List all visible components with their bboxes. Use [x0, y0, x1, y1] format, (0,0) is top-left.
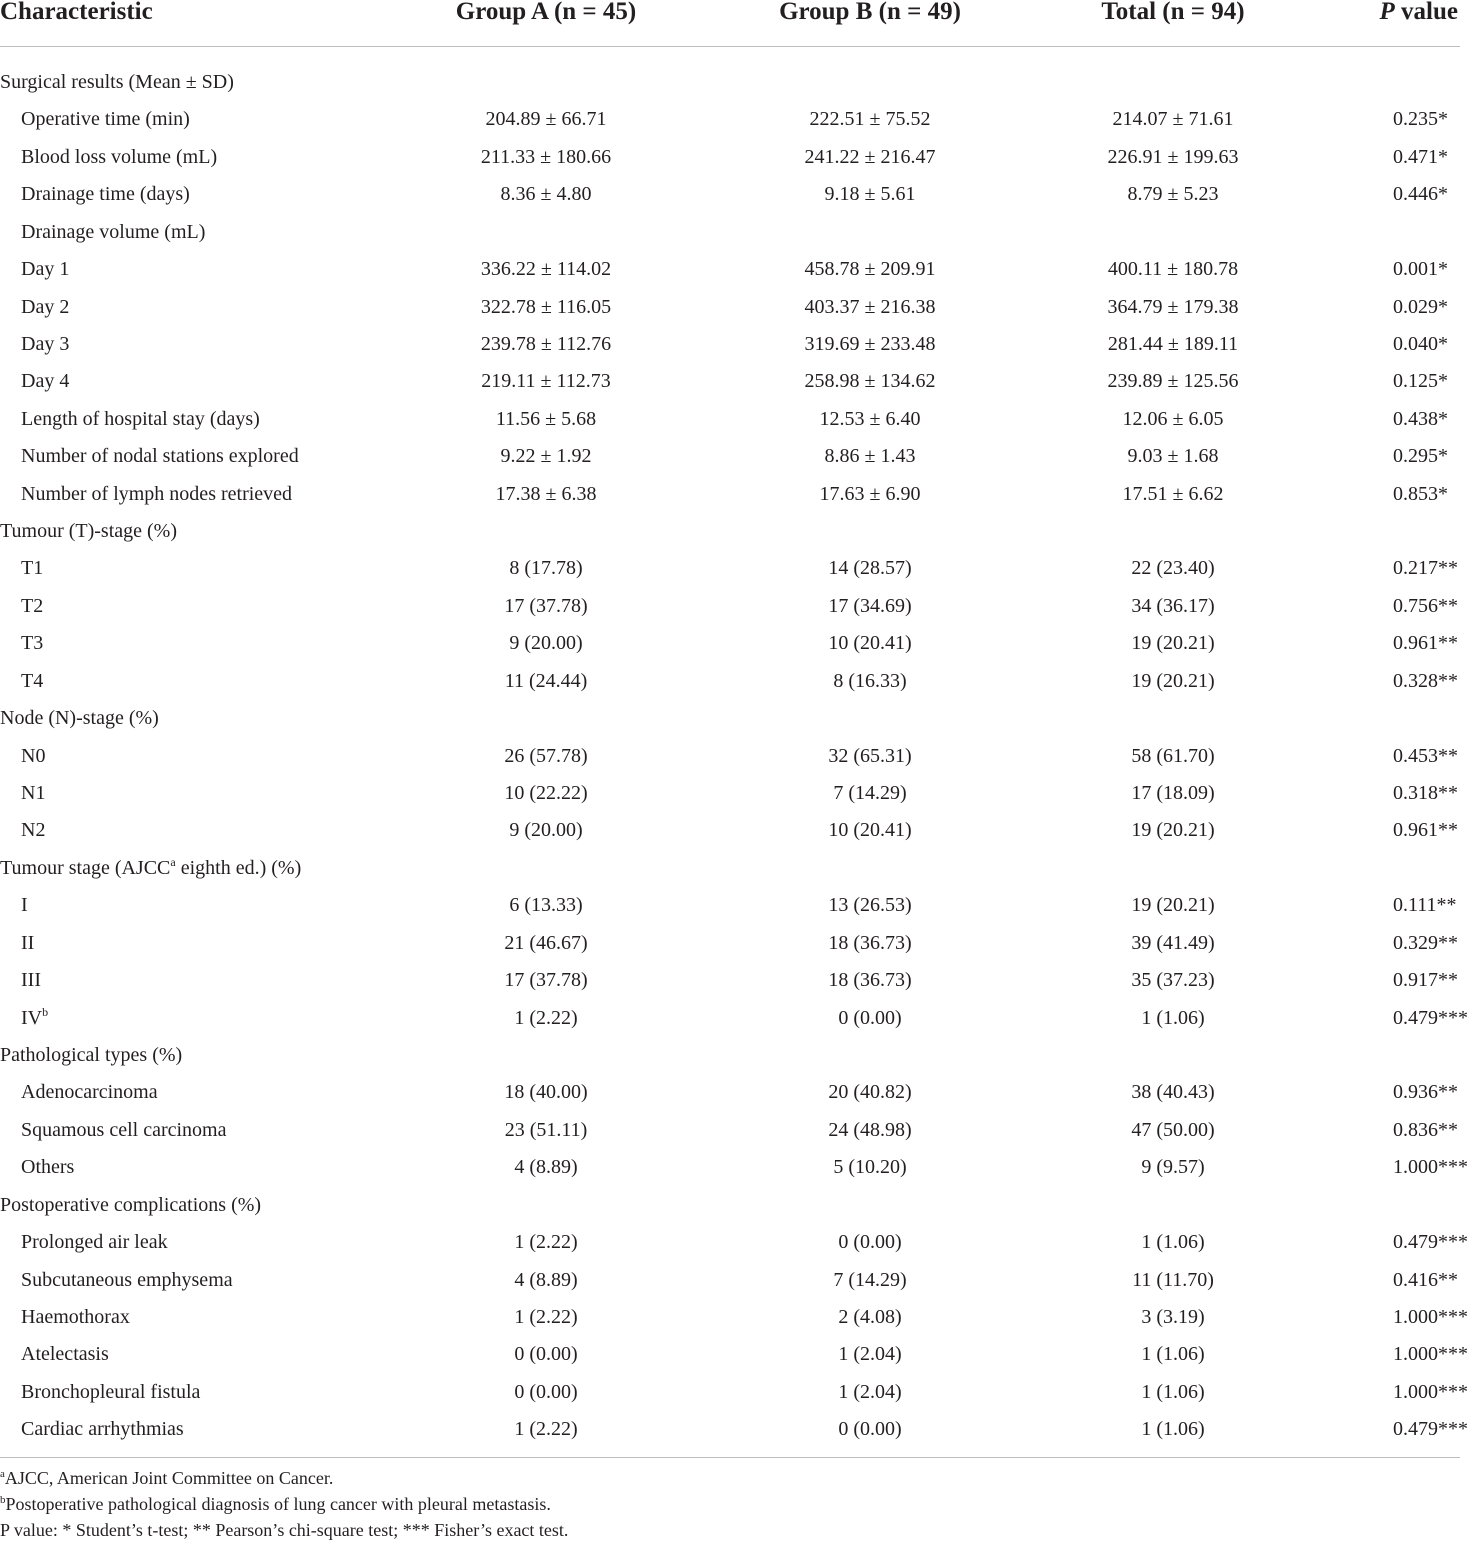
label-text: Length of hospital stay (days) [21, 407, 260, 430]
total-value: 58 (61.70) [1131, 744, 1215, 767]
section-label [0, 1042, 182, 1068]
label-text: Prolonged air leak [21, 1231, 168, 1254]
total-value: 226.91 ± 199.63 [1107, 145, 1239, 168]
group-b-value: 258.98 ± 134.62 [804, 370, 936, 393]
label-text: III [21, 969, 41, 992]
label-text: Tumour stage (AJCC [0, 856, 171, 879]
section-label [0, 705, 159, 731]
label-text: T2 [21, 594, 44, 617]
group-a-value: 6 (13.33) [509, 894, 583, 917]
table-row [0, 888, 1460, 925]
table-row [0, 402, 1460, 439]
table-row [0, 1412, 1468, 1449]
group-a-value: 1 (2.22) [514, 1418, 578, 1441]
section-row [0, 65, 1460, 102]
label-text: Day 2 [21, 295, 70, 318]
label-text: I [21, 894, 28, 917]
group-b-value: 10 (20.41) [828, 632, 912, 655]
group-b-value: 8 (16.33) [833, 669, 907, 692]
total-value: 1 (1.06) [1141, 1418, 1205, 1441]
table-row [0, 1337, 1468, 1374]
row-label [21, 930, 34, 956]
total-value: 1 (1.06) [1141, 1006, 1205, 1029]
label-text: Blood loss volume (mL) [21, 145, 218, 168]
total-value: 1 (1.06) [1141, 1343, 1205, 1366]
group-a-value: 23 (51.11) [504, 1118, 588, 1141]
p-value: 0.479*** [1393, 1006, 1468, 1029]
table-row [0, 813, 1460, 850]
p-value: 1.000*** [1393, 1380, 1468, 1403]
total-value: 19 (20.21) [1131, 819, 1215, 842]
row-label [21, 1416, 184, 1442]
table-row [0, 215, 1460, 252]
group-b-value: 1 (2.04) [838, 1343, 902, 1366]
total-value: 3 (3.19) [1141, 1305, 1205, 1328]
table-row [0, 739, 1460, 776]
label-text: T3 [21, 632, 44, 655]
row-label [21, 1341, 109, 1367]
group-a-value: 204.89 ± 66.71 [485, 108, 607, 131]
total-value: 281.44 ± 189.11 [1107, 332, 1239, 355]
total-value: 19 (20.21) [1131, 669, 1215, 692]
total-value: 19 (20.21) [1131, 894, 1215, 917]
row-label [21, 1304, 130, 1330]
row-label [21, 630, 43, 656]
header-group-b: Group B (n = 49) [779, 0, 961, 25]
table-row [0, 1225, 1468, 1262]
table-row [0, 589, 1460, 626]
group-a-value: 11.56 ± 5.68 [495, 407, 597, 430]
group-a-value: 211.33 ± 180.66 [480, 145, 612, 168]
section-row [0, 1188, 1460, 1225]
table-row [0, 1150, 1468, 1187]
total-value: 19 (20.21) [1131, 632, 1215, 655]
table-row [0, 626, 1460, 663]
footnote-a-marker: a [0, 1468, 5, 1480]
p-value: 0.961** [1393, 819, 1458, 842]
group-a-value: 1 (2.22) [514, 1231, 578, 1254]
p-value: 1.000*** [1393, 1343, 1468, 1366]
p-value: 0.329** [1393, 931, 1458, 954]
group-a-value: 9 (20.00) [509, 632, 583, 655]
p-value: 0.853* [1393, 482, 1448, 505]
group-b-value: 0 (0.00) [838, 1231, 902, 1254]
label-superscript: b [42, 1004, 49, 1019]
group-a-value: 1 (2.22) [514, 1305, 578, 1328]
total-value: 12.06 ± 6.05 [1122, 407, 1224, 430]
group-b-value: 5 (10.20) [833, 1156, 907, 1179]
group-b-value: 2 (4.08) [838, 1305, 902, 1328]
table-row [0, 1075, 1460, 1112]
total-value: 47 (50.00) [1131, 1118, 1215, 1141]
label-text: T1 [21, 557, 44, 580]
table-row [0, 477, 1460, 514]
row-label [21, 1154, 74, 1180]
group-b-value: 241.22 ± 216.47 [804, 145, 936, 168]
group-b-value: 32 (65.31) [828, 744, 912, 767]
row-label [21, 593, 43, 619]
section-row [0, 514, 1460, 551]
row-label [21, 406, 260, 432]
group-a-value: 11 (24.44) [504, 669, 588, 692]
row-label [21, 106, 190, 132]
group-b-value: 8.86 ± 1.43 [824, 445, 916, 468]
label-text: Operative time (min) [21, 108, 190, 131]
header-characteristic: Characteristic [0, 0, 153, 25]
group-a-value: 10 (22.22) [504, 782, 588, 805]
group-b-value: 14 (28.57) [828, 557, 912, 580]
total-value: 214.07 ± 71.61 [1112, 108, 1234, 131]
total-value: 39 (41.49) [1131, 931, 1215, 954]
group-b-value: 319.69 ± 233.48 [804, 332, 936, 355]
table-row [0, 551, 1460, 588]
p-value: 0.479*** [1393, 1231, 1468, 1254]
label-text: Day 1 [21, 258, 70, 281]
label-text: Haemothorax [21, 1305, 130, 1328]
header-group-a: Group A (n = 45) [455, 0, 637, 25]
p-value: 0.217** [1393, 557, 1458, 580]
p-value: 0.961** [1393, 632, 1458, 655]
table-row [0, 664, 1460, 701]
group-a-value: 219.11 ± 112.73 [481, 370, 611, 393]
row-label [21, 967, 41, 993]
group-b-value: 7 (14.29) [833, 1268, 907, 1291]
group-a-value: 9.22 ± 1.92 [500, 445, 592, 468]
group-a-value: 0 (0.00) [514, 1380, 578, 1403]
p-value: 0.453** [1393, 744, 1458, 767]
group-a-value: 336.22 ± 114.02 [480, 258, 612, 281]
row-label [21, 1005, 48, 1031]
group-b-value: 13 (26.53) [828, 894, 912, 917]
row-label [21, 443, 299, 469]
label-text: Bronchopleural fistula [21, 1380, 201, 1403]
label-text: Pathological types (%) [0, 1043, 183, 1066]
p-value: 0.111** [1393, 894, 1457, 917]
p-value: 1.000*** [1393, 1305, 1468, 1328]
label-text: Others [21, 1156, 75, 1179]
row-label [21, 1229, 168, 1255]
row-label [21, 368, 69, 394]
footnote-b-marker: b [0, 1494, 6, 1506]
label-text: Atelectasis [21, 1343, 109, 1366]
total-value: 400.11 ± 180.78 [1107, 258, 1239, 281]
table-row [0, 1113, 1460, 1150]
total-value: 35 (37.23) [1131, 969, 1215, 992]
group-b-value: 18 (36.73) [828, 969, 912, 992]
label-text: Number of nodal stations explored [21, 445, 299, 468]
label-text: Adenocarcinoma [21, 1081, 158, 1104]
section-row [0, 851, 1460, 888]
group-b-value: 20 (40.82) [828, 1081, 912, 1104]
row-label [21, 144, 217, 170]
footnote-b [0, 1491, 568, 1517]
p-value: 0.001* [1393, 258, 1448, 281]
group-b-value: 7 (14.29) [833, 782, 907, 805]
group-b-value: 222.51 ± 75.52 [809, 108, 931, 131]
row-label [21, 219, 205, 245]
row-label [21, 780, 45, 806]
row-label [21, 1267, 233, 1293]
label-text: N2 [21, 819, 46, 842]
p-value: 0.936** [1393, 1081, 1458, 1104]
total-value: 9.03 ± 1.68 [1127, 445, 1219, 468]
group-a-value: 1 (2.22) [514, 1006, 578, 1029]
table-row [0, 1263, 1460, 1300]
p-value: 0.328** [1393, 669, 1458, 692]
label-text: N0 [21, 744, 46, 767]
header-p-value [1380, 0, 1458, 29]
total-value: 38 (40.43) [1131, 1081, 1215, 1104]
group-b-value: 10 (20.41) [828, 819, 912, 842]
label-text: Node (N)-stage (%) [0, 707, 159, 730]
group-a-value: 18 (40.00) [504, 1081, 588, 1104]
row-label [21, 481, 292, 507]
table-row [0, 776, 1460, 813]
total-value: 9 (9.57) [1141, 1156, 1205, 1179]
table-row [0, 364, 1460, 401]
header-p-italic: P [1379, 0, 1395, 25]
label-text: Drainage volume (mL) [21, 220, 206, 243]
row-label [21, 555, 43, 581]
total-value: 17 (18.09) [1131, 782, 1215, 805]
table-row [0, 1375, 1468, 1412]
row-label [21, 181, 190, 207]
p-value: 0.295* [1393, 445, 1448, 468]
group-a-value: 21 (46.67) [504, 931, 588, 954]
section-row [0, 1038, 1460, 1075]
group-a-value: 0 (0.00) [514, 1343, 578, 1366]
section-label [0, 855, 301, 881]
total-value: 1 (1.06) [1141, 1380, 1205, 1403]
row-label [21, 743, 45, 769]
group-a-value: 17 (37.78) [504, 594, 588, 617]
total-value: 239.89 ± 125.56 [1107, 370, 1239, 393]
p-value: 0.235* [1393, 108, 1448, 131]
table-row [0, 102, 1460, 139]
row-label [21, 331, 69, 357]
group-b-value: 9.18 ± 5.61 [824, 183, 916, 206]
section-label [0, 69, 234, 95]
label-text: T4 [21, 669, 44, 692]
group-a-value: 4 (8.89) [514, 1156, 578, 1179]
p-value: 0.917** [1393, 969, 1458, 992]
p-value: 0.836** [1393, 1118, 1458, 1141]
label-text: Squamous cell carcinoma [21, 1118, 227, 1141]
p-value: 0.471* [1393, 145, 1448, 168]
label-text: Postoperative complications (%) [0, 1193, 262, 1216]
table-row [0, 926, 1460, 963]
table-footnotes [0, 1465, 568, 1543]
row-label [21, 1117, 227, 1143]
group-b-value: 1 (2.04) [838, 1380, 902, 1403]
row-label [21, 256, 69, 282]
row-label [21, 817, 45, 843]
group-b-value: 0 (0.00) [838, 1006, 902, 1029]
table-row [0, 290, 1460, 327]
row-label [21, 892, 28, 918]
group-a-value: 8.36 ± 4.80 [500, 183, 592, 206]
table-row [0, 327, 1460, 364]
row-label [21, 668, 43, 694]
table-row [0, 252, 1460, 289]
section-label [0, 1192, 261, 1218]
row-label [21, 1379, 200, 1405]
group-b-value: 18 (36.73) [828, 931, 912, 954]
group-a-value: 17 (37.78) [504, 969, 588, 992]
header-total: Total (n = 94) [1101, 0, 1245, 25]
table-row [0, 1300, 1468, 1337]
group-b-value: 17.63 ± 6.90 [819, 482, 921, 505]
label-text-after: eighth ed.) (%) [175, 856, 302, 879]
label-text: N1 [21, 782, 46, 805]
table-row [0, 963, 1460, 1000]
group-b-value: 12.53 ± 6.40 [819, 407, 921, 430]
group-b-value: 24 (48.98) [828, 1118, 912, 1141]
group-a-value: 322.78 ± 116.05 [480, 295, 612, 318]
label-text: Tumour (T)-stage (%) [0, 520, 178, 543]
label-text: Subcutaneous emphysema [21, 1268, 233, 1291]
label-text: IV [21, 1006, 43, 1029]
p-value: 0.029* [1393, 295, 1448, 318]
label-text: Day 3 [21, 332, 70, 355]
group-b-value: 458.78 ± 209.91 [804, 258, 936, 281]
table-row [0, 140, 1460, 177]
p-value: 0.318** [1393, 782, 1458, 805]
p-value: 0.446* [1393, 183, 1448, 206]
group-a-value: 239.78 ± 112.76 [480, 332, 612, 355]
group-a-value: 9 (20.00) [509, 819, 583, 842]
section-label [0, 518, 177, 544]
footnote-p-value: P value: * Student’s t-test; ** Pearson’s chi-square test; *** Fisher’s exact test. [0, 1520, 569, 1540]
table-body [0, 47, 1468, 1450]
p-value: 0.479*** [1393, 1418, 1468, 1441]
total-value: 11 (11.70) [1132, 1268, 1214, 1291]
table-row [0, 439, 1460, 476]
section-row [0, 701, 1460, 738]
total-value: 1 (1.06) [1141, 1231, 1205, 1254]
group-a-value: 17.38 ± 6.38 [495, 482, 597, 505]
total-value: 364.79 ± 179.38 [1107, 295, 1239, 318]
total-value: 17.51 ± 6.62 [1122, 482, 1224, 505]
footnote-a [0, 1465, 568, 1491]
label-text: Number of lymph nodes retrieved [21, 482, 293, 505]
p-value: 0.756** [1393, 594, 1458, 617]
table-header [0, 0, 1460, 47]
p-value: 1.000*** [1393, 1156, 1468, 1179]
total-value: 22 (23.40) [1131, 557, 1215, 580]
group-b-value: 17 (34.69) [828, 594, 912, 617]
label-text: Cardiac arrhythmias [21, 1418, 184, 1441]
total-value: 34 (36.17) [1131, 594, 1215, 617]
footnote-b-text: Postoperative pathological diagnosis of lung cancer with pleural metastasis. [5, 1494, 551, 1514]
group-b-value: 0 (0.00) [838, 1418, 902, 1441]
label-text: II [21, 931, 35, 954]
total-value: 8.79 ± 5.23 [1127, 183, 1219, 206]
p-value: 0.040* [1393, 332, 1448, 355]
header-p-rest: value [1394, 0, 1458, 25]
footnote-a-text: AJCC, American Joint Committee on Cancer. [4, 1468, 334, 1488]
p-value: 0.125* [1393, 370, 1448, 393]
row-label [21, 1079, 158, 1105]
group-a-value: 8 (17.78) [509, 557, 583, 580]
row-label [21, 294, 69, 320]
group-a-value: 4 (8.89) [514, 1268, 578, 1291]
group-b-value: 403.37 ± 216.38 [804, 295, 936, 318]
label-superscript: a [170, 854, 176, 869]
label-text: Surgical results (Mean ± SD) [0, 71, 234, 93]
p-value: 0.416** [1393, 1268, 1458, 1291]
label-text: Day 4 [21, 370, 70, 393]
group-a-value: 26 (57.78) [504, 744, 588, 767]
table-bottom-rule [0, 1457, 1460, 1458]
label-text: Drainage time (days) [21, 183, 190, 206]
p-value: 0.438* [1393, 407, 1448, 430]
table-row [0, 1001, 1468, 1038]
table-row [0, 177, 1460, 214]
